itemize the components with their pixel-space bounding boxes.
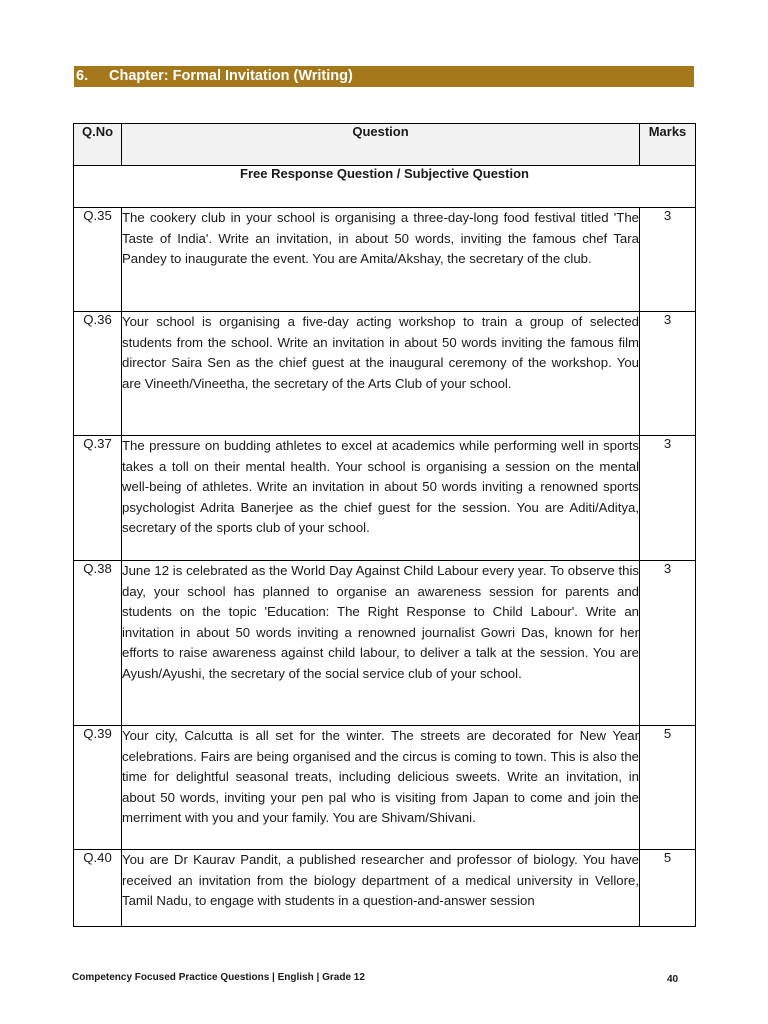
- question-text: June 12 is celebrated as the World Day Against Child Labour every year. To observe this day, your school has planned to organise an awareness session for parents and students on the topic 'Education: The Right Response to Child Labour'. Write an invitation in about 50 words inviting a renowned journalist Gowri Das, known for her efforts to raise awareness against child labour, to deliver a talk at the session. You are Ayush/Ayushi, the secretary of the social service club of your school.: [122, 561, 640, 726]
- table-header-row: [74, 124, 696, 166]
- question-number: Q.39: [74, 726, 122, 850]
- question-text: Your city, Calcutta is all set for the winter. The streets are decorated for New Year celebrations. Fairs are being organised and the circus is coming to town. This is also the time for delightful seasonal treats, including delicious sweets. Write an invitation, in about 50 words, inviting your pen pal who is visiting from Japan to come and join the merriment with you and your family. You are Shivam/Shivani.: [122, 726, 640, 850]
- question-marks: 3: [640, 561, 696, 726]
- footer-title: Competency Focused Practice Questions | English | Grade 12: [72, 972, 365, 983]
- header-qno: Q.No: [74, 124, 122, 166]
- table-row: [74, 561, 696, 726]
- question-number: Q.40: [74, 850, 122, 927]
- table-subheading-row: [74, 166, 696, 208]
- question-number: Q.37: [74, 436, 122, 561]
- section-number: 6.: [76, 68, 89, 84]
- table-row: [74, 208, 696, 312]
- questions-table: [73, 123, 696, 927]
- question-text: Your school is organising a five-day acting workshop to train a group of selected students from the school. Write an invitation in about 50 words inviting the famous film director Saira Sen as the chief guest at the inaugural ceremony of the workshop. You are Vineeth/Vineetha, the secretary of the Arts Club of your school.: [122, 312, 640, 436]
- section-header: [74, 66, 694, 87]
- header-question: Question: [122, 124, 640, 166]
- question-text: The cookery club in your school is organising a three-day-long food festival titled 'The Taste of India'. Write an invitation, in about 50 words, inviting the famous chef Tara Pandey to inaugurate the event. You are Amita/Akshay, the secretary of the club.: [122, 208, 640, 312]
- table-row: [74, 850, 696, 927]
- table-row: [74, 436, 696, 561]
- question-text: You are Dr Kaurav Pandit, a published researcher and professor of biology. You have received an invitation from the biology department of a medical university in Vellore, Tamil Nadu, to engage with students in a question-and-answer session: [122, 850, 640, 927]
- question-text: The pressure on budding athletes to excel at academics while performing well in sports takes a toll on their mental health. Your school is organising a session on the mental well-being of athletes. Write an invitation in about 50 words inviting a renowned sports psychologist Adrita Banerjee as the chief guest for the session. You are Aditi/Aditya, secretary of the sports club of your school.: [122, 436, 640, 561]
- question-number: Q.35: [74, 208, 122, 312]
- table-row: [74, 312, 696, 436]
- question-marks: 3: [640, 208, 696, 312]
- table-row: [74, 726, 696, 850]
- question-number: Q.38: [74, 561, 122, 726]
- header-marks: Marks: [640, 124, 696, 166]
- question-marks: 5: [640, 726, 696, 850]
- question-marks: 3: [640, 436, 696, 561]
- question-marks: 3: [640, 312, 696, 436]
- table-subheading: Free Response Question / Subjective Question: [74, 166, 696, 208]
- question-number: Q.36: [74, 312, 122, 436]
- section-title: Chapter: Formal Invitation (Writing): [109, 68, 353, 84]
- question-marks: 5: [640, 850, 696, 927]
- page-number: 40: [667, 974, 679, 985]
